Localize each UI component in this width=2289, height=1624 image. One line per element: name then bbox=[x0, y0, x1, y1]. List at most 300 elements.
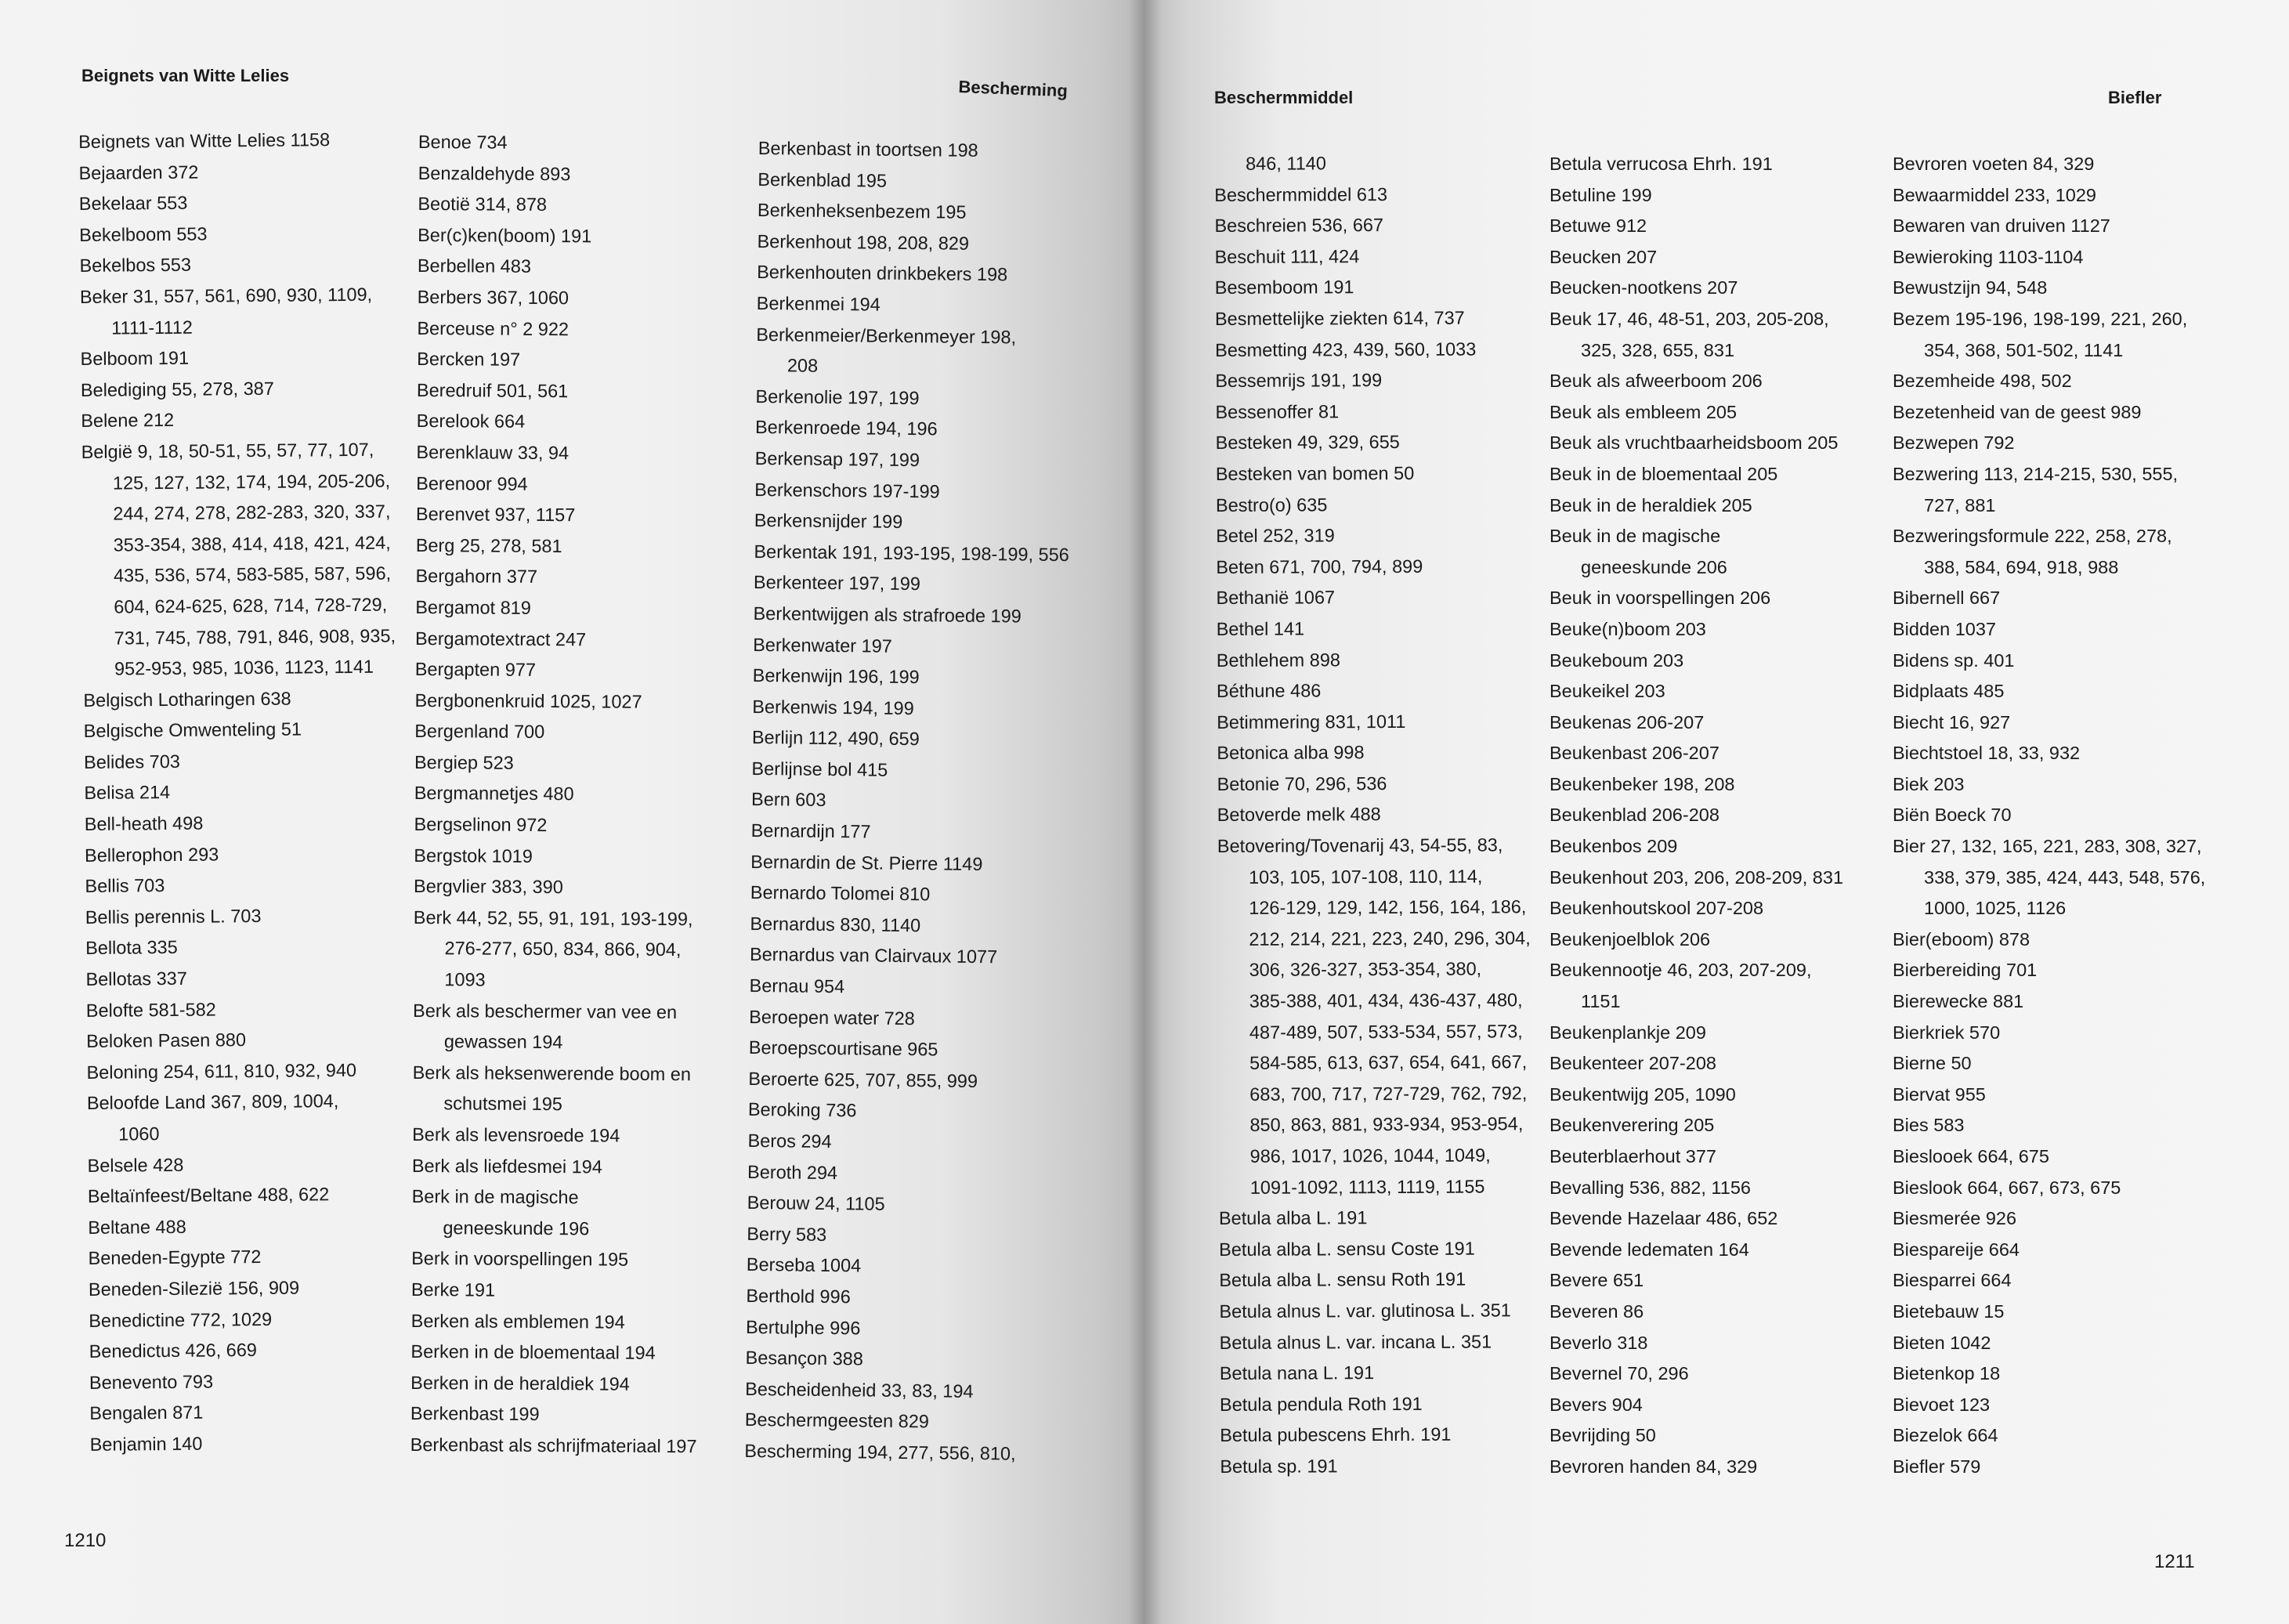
index-entry bbox=[412, 1119, 699, 1152]
index-entry-text: Bellis perennis L. 703 bbox=[85, 905, 262, 928]
index-entry-text: Betula alba L. sensu Coste 191 bbox=[1219, 1238, 1475, 1260]
index-entry bbox=[416, 530, 703, 563]
index-entry bbox=[1893, 1080, 2205, 1111]
index-entry bbox=[89, 1334, 402, 1368]
index-entry-text: Beuke(n)boom 203 bbox=[1550, 618, 1706, 639]
index-entry-continuation: 1091-1092, 1113, 1119, 1155 bbox=[1249, 1176, 1485, 1198]
index-entry-text: Berkenbast als schrijfmateriaal 197 bbox=[410, 1434, 697, 1457]
index-entry-text: Berceuse n° 2 922 bbox=[417, 317, 570, 339]
index-entry-text: Berkenroede 194, 196 bbox=[754, 417, 938, 439]
index-entry bbox=[415, 561, 702, 594]
index-entry bbox=[744, 1436, 1060, 1470]
index-entry-text: Berkentwijgen als strafroede 199 bbox=[753, 602, 1022, 627]
index-entry bbox=[1893, 459, 2205, 521]
index-entry bbox=[1550, 1048, 1843, 1080]
index-entry-continuation: 1060 bbox=[118, 1123, 160, 1145]
index-entry bbox=[88, 1210, 401, 1243]
index-entry bbox=[747, 1250, 1062, 1284]
index-entry-continuation: 125, 127, 132, 174, 194, 205-206, bbox=[112, 470, 391, 494]
index-entry-continuation: 604, 624-625, 628, 714, 728-729, bbox=[114, 594, 388, 617]
index-entry-text: Beukeikel 203 bbox=[1550, 681, 1665, 702]
index-entry-text: Bevrijding 50 bbox=[1550, 1425, 1656, 1446]
index-entry bbox=[1550, 1173, 1843, 1204]
index-entry-text: Bern 603 bbox=[750, 789, 826, 811]
index-entry-text: Bernardin de St. Pierre 1149 bbox=[750, 851, 983, 874]
index-entry-text: Betonica alba 998 bbox=[1217, 742, 1365, 764]
index-entry-text: Berg 25, 278, 581 bbox=[415, 534, 562, 556]
index-entry-text: Bezweringsformule 222, 258, 278, bbox=[1893, 526, 2172, 547]
index-entry bbox=[414, 778, 701, 811]
index-entry-text: Belisa 214 bbox=[84, 782, 171, 804]
index-entry-text: Bier(eboom) 878 bbox=[1893, 928, 2030, 949]
index-entry-text: Bernardo Tolomei 810 bbox=[750, 882, 931, 905]
index-entry bbox=[1550, 738, 1843, 769]
index-entry-text: Beuterblaerhout 377 bbox=[1550, 1146, 1716, 1166]
index-entry bbox=[1220, 1388, 1533, 1420]
index-entry-text: Beukenhoutskool 207-208 bbox=[1550, 898, 1764, 919]
running-head-right: Bescherming bbox=[958, 77, 1069, 101]
index-entry-text: Belgisch Lotharingen 638 bbox=[83, 688, 291, 711]
index-entry-text: Bidplaats 485 bbox=[1893, 681, 2005, 702]
index-entry-text: Berk als beschermer van vee en bbox=[413, 1000, 678, 1022]
index-entry bbox=[1893, 986, 2205, 1018]
index-entry bbox=[89, 1396, 403, 1430]
index-entry bbox=[78, 125, 392, 158]
index-entry bbox=[1550, 1358, 1843, 1390]
index-entry bbox=[81, 372, 394, 406]
index-entry-text: Beukenbeker 198, 208 bbox=[1550, 773, 1735, 794]
index-entry bbox=[1550, 831, 1843, 863]
index-entry-text: Bertulphe 996 bbox=[745, 1316, 861, 1339]
index-entry-text: Bergapten 977 bbox=[414, 659, 537, 681]
index-entry bbox=[85, 837, 398, 871]
index-entry bbox=[1550, 397, 1843, 429]
index-entry-text: Beros 294 bbox=[747, 1130, 832, 1152]
index-entry-text: Besemboom 191 bbox=[1214, 277, 1354, 298]
index-entry bbox=[411, 1275, 698, 1308]
index-entry bbox=[417, 344, 703, 377]
index-entry-text: Bergvlier 383, 390 bbox=[413, 876, 563, 898]
index-entry-text: Bezwepen 792 bbox=[1893, 432, 2015, 454]
index-entry bbox=[758, 165, 1073, 199]
index-entry-text: Bessemrijs 191, 199 bbox=[1215, 370, 1383, 392]
index-entry bbox=[750, 909, 1065, 943]
index-entry bbox=[1550, 273, 1843, 304]
index-entry bbox=[85, 899, 399, 933]
index-entry-text: Betula pubescens Ehrh. 191 bbox=[1220, 1424, 1452, 1446]
index-entry-text: Beverlo 318 bbox=[1550, 1332, 1648, 1353]
index-entry bbox=[1220, 1357, 1533, 1389]
index-entry-continuation: 1000, 1025, 1126 bbox=[1924, 898, 2067, 919]
index-entry bbox=[1893, 1235, 2205, 1266]
index-entry-text: Beltaïnfeest/Beltane 488, 622 bbox=[87, 1184, 330, 1207]
index-entry bbox=[1893, 521, 2205, 583]
index-entry-continuation: 325, 328, 655, 831 bbox=[1581, 339, 1735, 360]
index-entry bbox=[89, 1303, 402, 1336]
index-entry-text: Besmettelijke ziekten 614, 737 bbox=[1214, 307, 1465, 329]
index-entry bbox=[1220, 1420, 1533, 1452]
index-entry-text: Betula nana L. 191 bbox=[1219, 1362, 1375, 1384]
index-entry-text: Biezelok 664 bbox=[1893, 1425, 1998, 1446]
index-entry bbox=[418, 251, 704, 284]
index-entry-text: Bernardijn 177 bbox=[750, 820, 871, 842]
index-entry-text: Beroking 736 bbox=[747, 1099, 857, 1121]
index-entry-text: Berkenwijn 196, 199 bbox=[752, 665, 920, 688]
index-entry bbox=[416, 437, 703, 470]
index-entry bbox=[1893, 1358, 2205, 1390]
index-entry-text: Berseba 1004 bbox=[746, 1254, 862, 1276]
index-entry-continuation: 338, 379, 385, 424, 443, 548, 576, bbox=[1924, 866, 2206, 888]
index-entry-text: Beroth 294 bbox=[747, 1161, 838, 1183]
index-entry-text: Biek 203 bbox=[1893, 773, 1965, 794]
index-entry-text: Berkenbast 199 bbox=[410, 1403, 540, 1425]
index-entry bbox=[411, 1306, 698, 1339]
index-entry bbox=[1893, 707, 2205, 739]
index-entry-text: Berk als liefdesmei 194 bbox=[411, 1155, 602, 1177]
index-entry-text: Bezwering 113, 214-215, 530, 555, bbox=[1893, 463, 2179, 484]
index-entry bbox=[1550, 800, 1843, 831]
index-entry-text: Berkentak 191, 193-195, 198-199, 556 bbox=[754, 541, 1069, 565]
index-entry-text: Betula alba L. 191 bbox=[1218, 1207, 1368, 1229]
index-entry bbox=[747, 1219, 1062, 1253]
index-entry bbox=[1550, 180, 1843, 212]
index-entry-continuation: 487-489, 507, 533-534, 557, 573, bbox=[1249, 1020, 1523, 1043]
index-entry-continuation: 1111-1112 bbox=[111, 316, 193, 338]
index-entry bbox=[1550, 955, 1843, 1017]
index-entry-text: 846, 1140 bbox=[1246, 153, 1326, 174]
index-entry bbox=[418, 127, 705, 160]
index-entry bbox=[1550, 924, 1843, 956]
index-entry bbox=[414, 747, 701, 780]
index-entry bbox=[753, 629, 1069, 664]
index-entry bbox=[87, 1148, 400, 1181]
index-column-2 bbox=[410, 127, 705, 1463]
index-entry bbox=[86, 993, 400, 1026]
index-entry bbox=[757, 226, 1072, 261]
index-entry-continuation: 731, 745, 788, 791, 846, 908, 935, bbox=[114, 624, 396, 649]
index-entry-text: Bergahorn 377 bbox=[415, 566, 538, 588]
right-page bbox=[1145, 0, 2289, 1624]
index-entry-text: Beuk als embleem 205 bbox=[1550, 401, 1738, 422]
index-entry bbox=[418, 282, 704, 315]
index-entry-text: Beucken-nootkens 207 bbox=[1550, 277, 1738, 298]
index-entry bbox=[748, 1094, 1064, 1129]
index-entry-text: Berkenhout 198, 208, 829 bbox=[757, 230, 970, 254]
index-entry-text: Biën Boeck 70 bbox=[1893, 805, 2012, 826]
index-entry bbox=[757, 257, 1072, 291]
index-entry bbox=[1550, 1452, 1843, 1483]
index-entry-continuation: 276-277, 650, 834, 866, 904, bbox=[444, 938, 682, 960]
index-entry-text: Biechtstoel 18, 33, 932 bbox=[1893, 743, 2081, 764]
index-entry-text: Beltane 488 bbox=[88, 1216, 186, 1238]
index-entry bbox=[83, 682, 396, 716]
index-entry bbox=[418, 158, 705, 191]
index-entry-text: Beukenverering 205 bbox=[1550, 1115, 1715, 1136]
index-entry-text: Bergbonenkruid 1025, 1027 bbox=[414, 689, 642, 712]
index-entry bbox=[1550, 1297, 1843, 1328]
index-entry-text: Beotië 314, 878 bbox=[418, 194, 548, 215]
index-entry bbox=[753, 660, 1069, 695]
index-entry-text: Beignets van Witte Lelies 1158 bbox=[78, 129, 331, 152]
index-entry bbox=[745, 1343, 1061, 1377]
index-entry-text: Berk als levensroede 194 bbox=[412, 1123, 620, 1146]
index-entry-text: Belsele 428 bbox=[87, 1154, 184, 1176]
index-entry-text: Belboom 191 bbox=[80, 347, 190, 370]
index-entry-text: Beuk in de magische bbox=[1550, 526, 1721, 547]
index-entry-text: Bietenkop 18 bbox=[1893, 1363, 2001, 1384]
index-entry-text: Beukenteer 207-208 bbox=[1550, 1053, 1716, 1074]
index-entry bbox=[89, 1365, 403, 1398]
index-column-5 bbox=[1550, 149, 1843, 1483]
index-entry-text: Bergenland 700 bbox=[414, 721, 545, 743]
index-entry-text: Bellotas 337 bbox=[85, 968, 187, 989]
index-entry-text: Bergstok 1019 bbox=[414, 845, 533, 866]
index-entry-text: Bessenoffer 81 bbox=[1215, 401, 1340, 422]
index-entry bbox=[413, 996, 700, 1059]
index-entry bbox=[1893, 1141, 2205, 1173]
index-entry-text: Berkenmeier/Berkenmeyer 198, bbox=[756, 324, 1017, 348]
index-entry bbox=[87, 1086, 400, 1151]
index-entry bbox=[84, 776, 397, 809]
index-entry-text: Betel 252, 319 bbox=[1216, 525, 1335, 547]
index-entry bbox=[1893, 583, 2205, 614]
index-entry bbox=[417, 406, 703, 439]
index-entry-text: Bierkriek 570 bbox=[1893, 1022, 2001, 1043]
index-entry-text: Beucken 207 bbox=[1550, 246, 1658, 267]
index-entry bbox=[747, 1157, 1063, 1192]
index-entry bbox=[1217, 830, 1531, 1203]
index-entry-text: Bewustzijn 94, 548 bbox=[1893, 277, 2048, 298]
index-entry bbox=[410, 1336, 697, 1369]
index-entry bbox=[754, 567, 1069, 602]
index-entry-text: Betovering/Tovenarij 43, 54-55, 83, bbox=[1217, 834, 1503, 857]
index-entry-text: Bethanië 1067 bbox=[1216, 587, 1336, 609]
index-entry-continuation: 306, 326-327, 353-354, 380, bbox=[1249, 958, 1482, 981]
index-entry bbox=[85, 869, 398, 902]
index-entry bbox=[80, 279, 393, 344]
index-entry-text: Biespareije 664 bbox=[1893, 1239, 2020, 1260]
index-entry bbox=[415, 623, 702, 656]
index-entry bbox=[1893, 800, 2205, 831]
index-entry-continuation: 1151 bbox=[1581, 991, 1621, 1012]
index-entry-text: Bevroren handen 84, 329 bbox=[1550, 1456, 1758, 1477]
index-entry-text: Bevers 904 bbox=[1550, 1394, 1643, 1415]
index-entry bbox=[1550, 614, 1843, 646]
index-entry bbox=[1550, 1265, 1843, 1297]
index-entry bbox=[414, 716, 701, 749]
index-entry bbox=[78, 155, 392, 189]
index-entry bbox=[80, 342, 393, 375]
index-entry bbox=[750, 847, 1066, 881]
index-entry-text: Betula sp. 191 bbox=[1220, 1456, 1338, 1477]
index-entry-text: Betuline 199 bbox=[1550, 184, 1652, 205]
index-entry-text: Beroepscourtisane 965 bbox=[748, 1037, 938, 1060]
index-entry-text: Berkenwater 197 bbox=[753, 634, 892, 656]
index-entry-text: Betula verrucosa Ehrh. 191 bbox=[1550, 154, 1773, 174]
index-entry-text: Besançon 388 bbox=[745, 1347, 864, 1369]
index-entry-text: Berbellen 483 bbox=[417, 255, 532, 277]
index-entry-text: Bierne 50 bbox=[1893, 1053, 1972, 1074]
index-entry bbox=[751, 784, 1067, 819]
index-entry bbox=[758, 195, 1073, 230]
index-entry bbox=[1550, 1080, 1843, 1111]
index-entry-continuation: 850, 863, 881, 933-934, 953-954, bbox=[1249, 1113, 1524, 1136]
index-entry bbox=[1550, 242, 1843, 273]
running-head-left-right-page: Beschermmiddel bbox=[1214, 88, 1354, 107]
index-entry bbox=[1893, 676, 2205, 707]
index-entry-text: Berkensnijder 199 bbox=[754, 510, 903, 533]
index-entry-text: Berken in de bloementaal 194 bbox=[410, 1341, 656, 1364]
index-entry-text: Biervat 955 bbox=[1893, 1083, 1986, 1105]
index-entry-text: Bibernell 667 bbox=[1893, 588, 2001, 609]
index-entry-text: Benedictus 426, 669 bbox=[89, 1340, 258, 1362]
index-entry bbox=[414, 841, 700, 873]
index-entry bbox=[1893, 273, 2205, 304]
index-entry bbox=[1893, 1452, 2205, 1483]
index-entry-text: Berry 583 bbox=[747, 1223, 827, 1245]
index-entry bbox=[1216, 489, 1529, 521]
index-entry-continuation: 353-354, 388, 414, 418, 421, 424, bbox=[113, 532, 391, 555]
index-entry-text: Berkenhouten drinkbekers 198 bbox=[757, 262, 1008, 285]
index-entry-text: Beneden-Egypte 772 bbox=[88, 1246, 262, 1269]
index-entry-text: Berkensap 197, 199 bbox=[754, 447, 920, 471]
index-entry-continuation: 952-953, 985, 1036, 1123, 1141 bbox=[114, 656, 374, 679]
index-entry bbox=[1893, 924, 2205, 956]
index-entry bbox=[1893, 428, 2205, 459]
index-entry bbox=[417, 313, 703, 346]
index-entry-text: Beroerte 625, 707, 855, 999 bbox=[748, 1068, 978, 1091]
index-entry-continuation: 584-585, 613, 637, 654, 641, 667, bbox=[1249, 1051, 1528, 1074]
index-entry bbox=[412, 1058, 699, 1121]
index-entry-text: Berlijnse bol 415 bbox=[751, 758, 888, 780]
index-entry-text: Bellota 335 bbox=[85, 937, 178, 959]
index-entry-text: Belgische Omwenteling 51 bbox=[83, 718, 302, 742]
index-entry-text: Bezemheide 498, 502 bbox=[1893, 371, 2072, 392]
index-entry-text: Bietebauw 15 bbox=[1893, 1300, 2005, 1322]
index-entry bbox=[1893, 1048, 2205, 1080]
index-entry-text: Beukentwijg 205, 1090 bbox=[1550, 1083, 1736, 1105]
index-entry bbox=[756, 320, 1072, 385]
index-entry-text: Benzaldehyde 893 bbox=[418, 162, 571, 184]
index-entry bbox=[1893, 1390, 2205, 1421]
index-entry bbox=[1550, 1203, 1843, 1235]
index-entry bbox=[1217, 613, 1530, 645]
index-entry-text: Bethlehem 898 bbox=[1216, 649, 1340, 671]
index-entry bbox=[1893, 211, 2205, 242]
index-entry-text: Bergselinon 972 bbox=[414, 814, 548, 836]
index-entry-text: Beuk in voorspellingen 206 bbox=[1550, 588, 1771, 609]
index-entry-text: Berkenmei 194 bbox=[756, 292, 881, 315]
page-number-right: 1211 bbox=[2154, 1551, 2195, 1572]
index-entry-text: Berk als heksenwerende boom en bbox=[412, 1062, 692, 1084]
index-entry bbox=[1550, 211, 1843, 242]
index-entry-text: Bethel 141 bbox=[1216, 618, 1305, 639]
index-entry bbox=[410, 1398, 697, 1431]
index-entry bbox=[749, 971, 1065, 1005]
index-entry bbox=[754, 537, 1069, 571]
index-entry-text: Berbers 367, 1060 bbox=[417, 286, 570, 309]
index-entry bbox=[749, 1033, 1065, 1067]
index-entry bbox=[1216, 582, 1529, 614]
index-entry-text: Berthold 996 bbox=[746, 1285, 851, 1308]
index-entry bbox=[414, 871, 700, 904]
index-entry-text: Bidens sp. 401 bbox=[1893, 649, 2015, 671]
index-entry bbox=[1550, 1018, 1843, 1049]
index-entry bbox=[89, 1271, 402, 1305]
index-entry-text: Beukenbast 206-207 bbox=[1550, 743, 1719, 764]
index-entry bbox=[1550, 490, 1843, 522]
index-entry-continuation: schutsmei 195 bbox=[443, 1093, 562, 1115]
index-entry-continuation: 385-388, 401, 434, 436-437, 480, bbox=[1249, 989, 1523, 1011]
index-entry-continuation: 986, 1017, 1026, 1044, 1049, bbox=[1249, 1145, 1491, 1166]
index-entry bbox=[1550, 149, 1843, 180]
index-entry-text: Betula pendula Roth 191 bbox=[1219, 1393, 1423, 1415]
index-entry-text: Benjamin 140 bbox=[89, 1433, 203, 1455]
index-entry-text: Bevroren voeten 84, 329 bbox=[1893, 154, 2095, 174]
index-entry bbox=[747, 1188, 1062, 1222]
index-entry bbox=[416, 468, 703, 501]
index-entry-text: Beukenhout 203, 206, 208-209, 831 bbox=[1550, 866, 1844, 888]
index-entry-text: Beukenbos 209 bbox=[1550, 836, 1678, 857]
index-entry bbox=[746, 1281, 1061, 1315]
index-entry-text: Bieten 1042 bbox=[1893, 1332, 1991, 1353]
index-entry-text: Berken als emblemen 194 bbox=[410, 1310, 625, 1333]
index-entry-text: Beschermmiddel 613 bbox=[1214, 183, 1388, 205]
index-entry-text: Beuk in de bloementaal 205 bbox=[1550, 463, 1778, 484]
index-entry-text: Beukenas 206-207 bbox=[1550, 711, 1705, 732]
index-entry-text: Biefler 579 bbox=[1893, 1456, 1981, 1477]
index-entry bbox=[1550, 893, 1843, 924]
index-entry bbox=[1220, 1450, 1533, 1482]
index-entry-text: Beredruif 501, 561 bbox=[416, 379, 569, 401]
index-entry-text: Bievoet 123 bbox=[1893, 1394, 1991, 1415]
index-entry-text: Bekelboom 553 bbox=[79, 223, 208, 245]
index-entry-text: Béthune 486 bbox=[1216, 680, 1322, 702]
index-entry-text: Besteken 49, 329, 655 bbox=[1215, 432, 1400, 454]
index-entry bbox=[1893, 304, 2205, 366]
index-entry-continuation: 435, 536, 574, 583-585, 587, 596, bbox=[113, 562, 392, 586]
index-entry-text: Bellerophon 293 bbox=[84, 844, 219, 866]
index-entry-continuation: 727, 881 bbox=[1924, 494, 1996, 515]
index-entry bbox=[1215, 396, 1528, 428]
index-entry bbox=[1217, 737, 1530, 769]
index-entry bbox=[81, 403, 394, 437]
index-entry bbox=[84, 714, 397, 747]
index-entry bbox=[1550, 1328, 1843, 1359]
index-entry bbox=[1217, 799, 1531, 831]
index-entry-text: Ber(c)ken(boom) 191 bbox=[418, 224, 592, 247]
index-entry bbox=[750, 816, 1066, 850]
index-entry bbox=[753, 599, 1069, 633]
index-entry bbox=[752, 692, 1068, 726]
index-entry bbox=[754, 505, 1070, 540]
running-head-right-right-page: Biefler bbox=[2108, 88, 2162, 107]
index-entry bbox=[1550, 1390, 1843, 1421]
index-entry bbox=[755, 412, 1071, 447]
index-entry-text: Berenklauw 33, 94 bbox=[416, 441, 570, 464]
index-entry bbox=[1214, 147, 1528, 179]
index-entry bbox=[1217, 768, 1530, 800]
index-entry bbox=[755, 382, 1071, 416]
index-entry-text: Benedictine 772, 1029 bbox=[89, 1308, 273, 1331]
index-entry bbox=[415, 592, 702, 625]
index-entry-text: Beneden-Silezië 156, 909 bbox=[88, 1277, 300, 1300]
index-entry-text: Beuk als afweerboom 206 bbox=[1550, 371, 1763, 392]
index-entry bbox=[745, 1405, 1061, 1439]
index-column-4 bbox=[1214, 147, 1533, 1482]
index-entry-text: Berenoor 994 bbox=[416, 472, 528, 494]
index-entry-text: Bernardus 830, 1140 bbox=[750, 913, 921, 936]
